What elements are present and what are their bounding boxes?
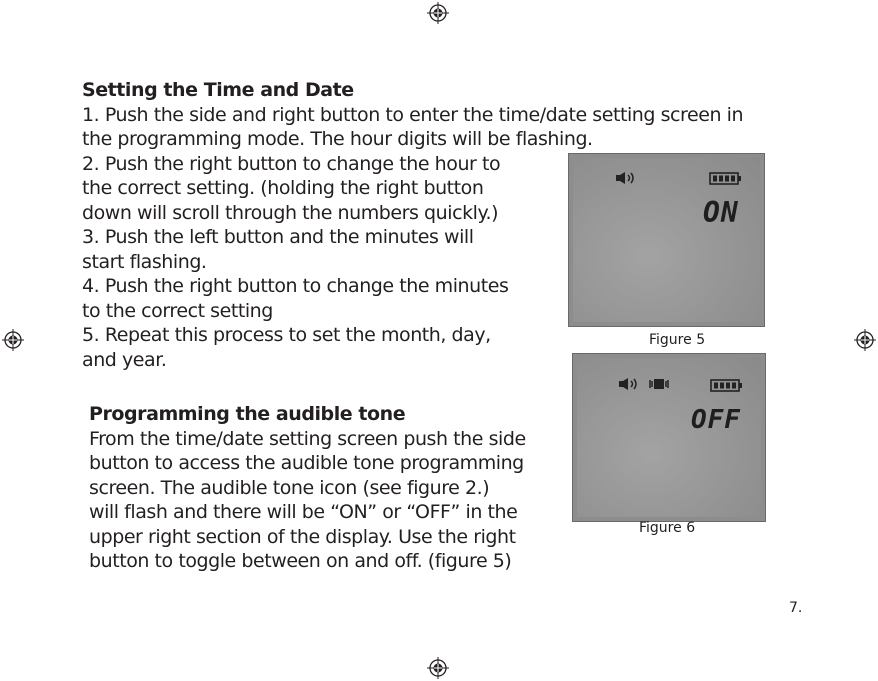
- paragraph-line: 2. Push the right button to change the hour to: [82, 152, 501, 175]
- paragraph-line: 3. Push the left button and the minutes will: [82, 226, 474, 248]
- section-audible-tone: [89, 402, 526, 574]
- section-heading: Programming the audible tone: [89, 403, 406, 425]
- speaker-icon: [618, 377, 640, 391]
- crosshair-icon: [854, 329, 876, 351]
- section-heading: Setting the Time and Date: [82, 79, 354, 101]
- paragraph-line: will flash and there will be “ON” or “OFF” in the: [89, 501, 518, 523]
- figure-5-caption: Figure 5: [649, 332, 706, 348]
- crosshair-icon: [427, 657, 449, 679]
- paragraph-line: to the correct setting: [82, 299, 273, 322]
- vibrate-icon: [647, 378, 671, 390]
- crosshair-icon: [2, 329, 24, 351]
- battery-icon: [710, 379, 743, 392]
- paragraph-line: start flashing.: [82, 250, 207, 273]
- figure-6-lcd-photo: [572, 353, 766, 522]
- paragraph-line: 1. Push the side and right button to enter the time/date setting screen in: [82, 103, 744, 126]
- paragraph-line: the programming mode. The hour digits will be flashing.: [82, 128, 593, 150]
- registration-mark-bottom: [427, 657, 449, 679]
- registration-mark-left: [2, 329, 24, 351]
- battery-icon: [709, 172, 742, 185]
- paragraph-line: 4. Push the right button to change the minutes: [82, 275, 509, 297]
- registration-mark-top: [427, 2, 449, 24]
- paragraph-line: down will scroll through the numbers quickly.): [82, 201, 499, 224]
- figure-5-lcd-photo: [568, 153, 765, 327]
- page-number: 7.: [789, 600, 803, 616]
- lcd-readout-on: ON: [703, 196, 739, 229]
- paragraph-line: button to toggle between on and off. (figure 5): [89, 550, 512, 572]
- paragraph-line: button to access the audible tone programming: [89, 452, 524, 474]
- crosshair-icon: [427, 2, 449, 24]
- paragraph-line: upper right section of the display. Use the right: [89, 525, 516, 548]
- paragraph-line: screen. The audible tone icon (see figure 2.): [89, 476, 490, 499]
- figure-6-caption: Figure 6: [639, 520, 696, 536]
- paragraph-line: From the time/date setting screen push the side: [89, 427, 526, 450]
- speaker-icon: [615, 171, 637, 185]
- paragraph-line: 5. Repeat this process to set the month, day,: [82, 324, 491, 346]
- paragraph-line: and year.: [82, 348, 167, 371]
- paragraph-line: the correct setting. (holding the right button: [82, 177, 484, 199]
- lcd-readout-off: OFF: [691, 405, 741, 435]
- registration-mark-right: [854, 329, 876, 351]
